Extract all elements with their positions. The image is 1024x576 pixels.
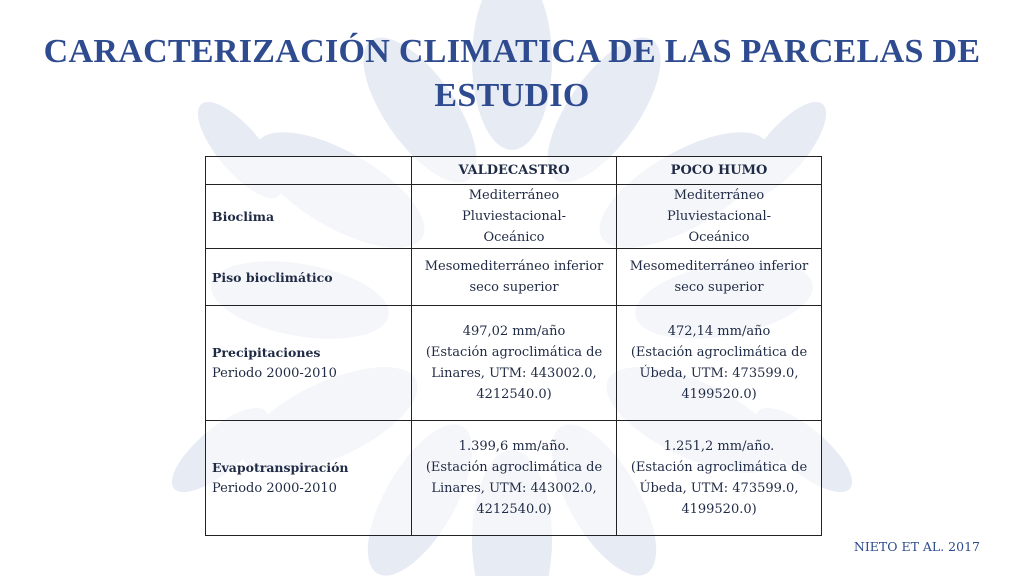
cell-line: Úbeda, UTM: 473599.0, — [639, 366, 799, 381]
cell-line: (Estación agroclimática de — [425, 460, 603, 475]
row-label: Piso bioclimático — [212, 269, 333, 285]
cell-line: Linares, UTM: 443002.0, — [431, 481, 597, 496]
cell-line: Mesomediterráneo inferior — [629, 259, 809, 274]
cell-valdecastro — [412, 421, 617, 536]
row-sublabel: Periodo 2000-2010 — [212, 366, 337, 381]
cell-line: 4212540.0) — [476, 502, 552, 517]
table-row-piso-bioclimatico — [206, 249, 822, 306]
source-citation: NIETO ET AL. 2017 — [853, 539, 980, 554]
table-header-row — [206, 157, 822, 185]
row-label-cell — [206, 306, 412, 421]
cell-line: (Estación agroclimática de — [425, 345, 603, 360]
cell-line: 4199520.0) — [681, 387, 757, 402]
cell-poco-humo — [617, 249, 822, 306]
cell-line: (Estación agroclimática de — [630, 345, 808, 360]
row-label: Bioclima — [212, 209, 275, 224]
cell-line: seco superior — [674, 280, 764, 295]
cell-valdecastro — [412, 249, 617, 306]
row-sublabel: Periodo 2000-2010 — [212, 481, 337, 496]
cell-line: Mediterráneo Pluviestacional- — [461, 188, 567, 224]
cell-line: seco superior — [469, 280, 559, 295]
row-label: Precipitaciones — [212, 345, 321, 360]
cell-poco-humo — [617, 421, 822, 536]
cell-line: 4212540.0) — [476, 387, 552, 402]
cell-valdecastro — [412, 306, 617, 421]
table-row-precipitaciones — [206, 306, 822, 421]
cell-line: 472,14 mm/año — [667, 324, 771, 339]
row-label-cell — [206, 421, 412, 536]
cell-line: Oceánico — [688, 230, 750, 245]
cell-line: 1.399,6 mm/año. — [458, 439, 570, 454]
cell-line: Mediterráneo Pluviestacional- — [666, 188, 772, 224]
header-valdecastro: VALDECASTRO — [412, 157, 617, 185]
cell-line: (Estación agroclimática de — [630, 460, 808, 475]
cell-valdecastro — [412, 185, 617, 249]
table-row-bioclima — [206, 185, 822, 249]
cell-line: 1.251,2 mm/año. — [663, 439, 775, 454]
row-label-cell — [206, 185, 412, 249]
cell-line: Mesomediterráneo inferior — [424, 259, 604, 274]
cell-line: Linares, UTM: 443002.0, — [431, 366, 597, 381]
climate-table — [205, 156, 822, 536]
header-poco-humo: POCO HUMO — [617, 157, 822, 185]
cell-line: 4199520.0) — [681, 502, 757, 517]
table-row-evapotranspiracion — [206, 421, 822, 536]
cell-line: 497,02 mm/año — [462, 324, 566, 339]
cell-line: Úbeda, UTM: 473599.0, — [639, 481, 799, 496]
cell-poco-humo — [617, 185, 822, 249]
cell-line: Oceánico — [483, 230, 545, 245]
slide-title: CARACTERIZACIÓN CLIMATICA DE LAS PARCELAS DE ESTUDIO — [43, 33, 981, 114]
row-label: Evapotranspiración — [212, 460, 349, 475]
cell-poco-humo — [617, 306, 822, 421]
row-label-cell — [206, 249, 412, 306]
header-empty — [206, 157, 412, 185]
